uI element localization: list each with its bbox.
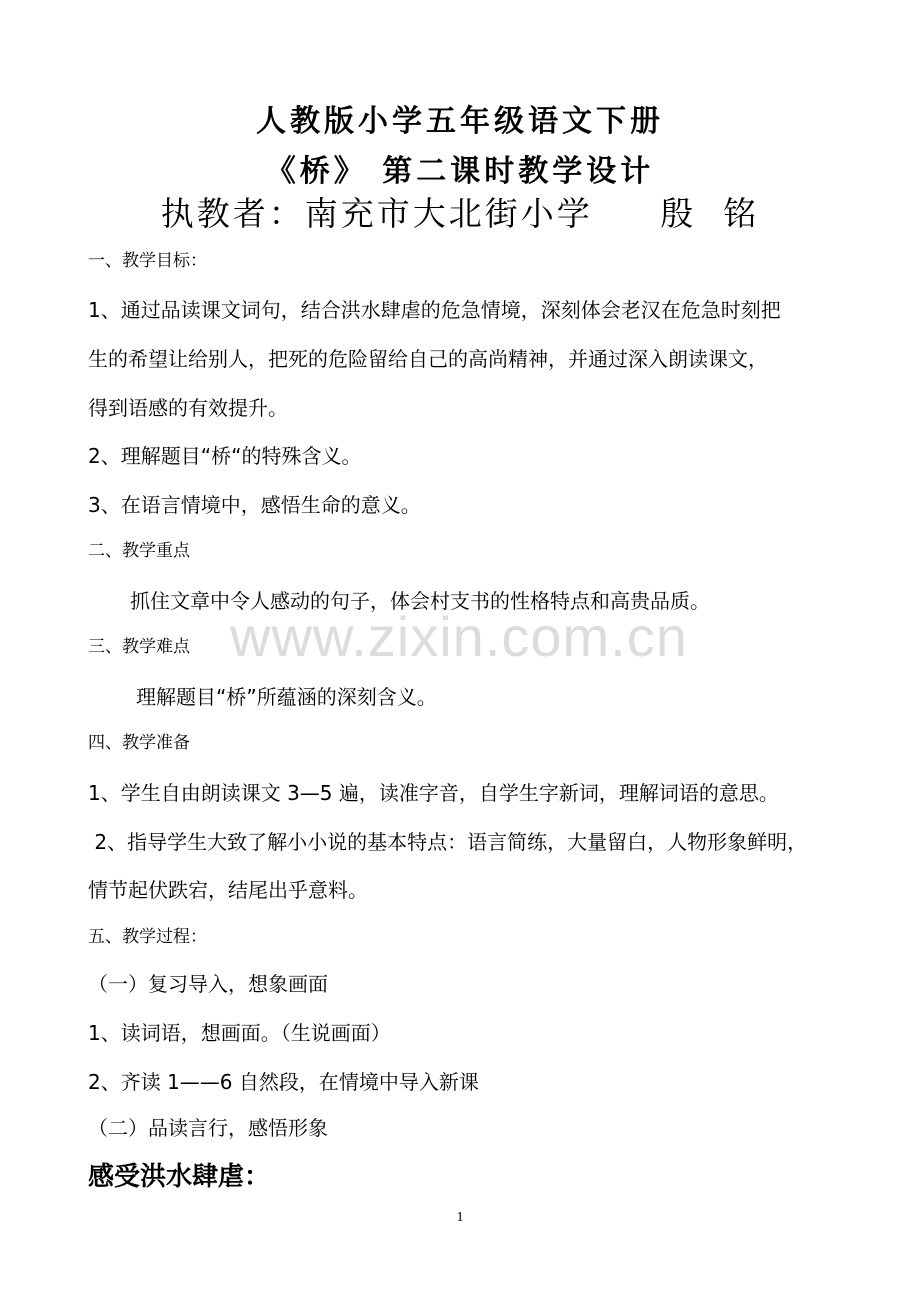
watermark: www.zixin.com.cn [230,605,688,668]
section-heading-process: 五、教学过程： [88,927,207,947]
focus-text: 抓住文章中令人感动的句子，体会村支书的性格特点和高贵品质。 [130,589,710,613]
page-number: 1 [456,1210,464,1225]
section-heading-goals: 一、教学目标： [88,251,207,271]
flood-heading: 感受洪水肆虐： [88,1162,271,1192]
process-sub-1: （一）复习导入，想象画面 [88,972,328,996]
doc-author: 执教者：南充市大北街小学 殷 铭 [160,194,760,233]
section-heading-difficulty: 三、教学难点 [88,637,190,657]
goal-1-line-2: 生的希望让给别人，把死的危险留给自己的高尚精神，并通过深入朗读课文， [88,347,768,371]
process-sub-1-item-1: 1、读词语，想画面。（生说画面） [88,1021,391,1045]
process-sub-1-item-2: 2、齐读 1——6 自然段，在情境中导入新课 [88,1070,479,1094]
prep-1: 1、学生自由朗读课文 3—5 遍，读准字音，自学生字新词，理解词语的意思。 [88,781,779,805]
goal-1-line-3: 得到语感的有效提升。 [88,396,288,420]
doc-title: 人教版小学五年级语文下册 [256,104,664,139]
goal-3: 3、在语言情境中，感悟生命的意义。 [88,493,421,517]
difficulty-text: 理解题目“桥”所蕴涵的深刻含义。 [136,685,437,709]
doc-subtitle: 《桥》 第二课时教学设计 [265,154,655,189]
prep-2-line-1: 2、指导学生大致了解小小说的基本特点：语言简练，大量留白，人物形象鲜明， [88,830,808,854]
process-sub-2: （二）品读言行，感悟形象 [88,1116,328,1140]
section-heading-preparation: 四、教学准备 [88,733,190,753]
prep-2-line-2: 情节起伏跌宕，结尾出乎意料。 [88,878,368,902]
section-heading-focus: 二、教学重点 [88,541,190,561]
goal-1-line-1: 1、通过品读课文词句，结合洪水肆虐的危急情境，深刻体会老汉在危急时刻把 [88,298,781,322]
goal-2: 2、理解题目“桥“的特殊含义。 [88,444,362,468]
